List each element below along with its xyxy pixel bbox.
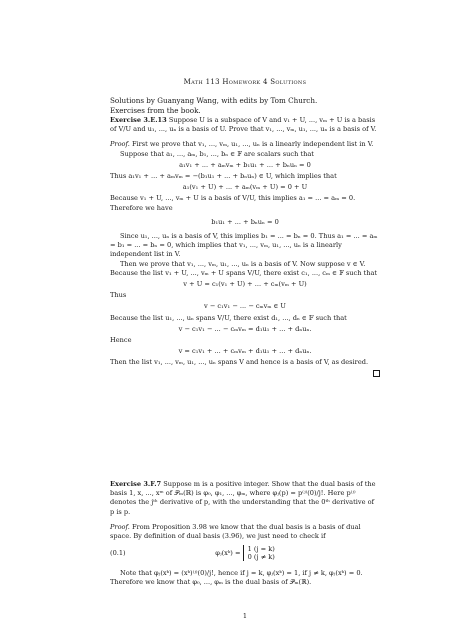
exercise-3f7-text: Suppose m is a positive integer. Show that the dual basis of the basis 1, x, ..., xᵐ of 𝒫ₘ(ℝ) is φ₀, φ₁, ..., φₘ, where φⱼ(p) = p⁽ʲ⁾(0)/j!. Here p⁽ʲ⁾ denotes the jᵗʰ derivative of p, with the understanding that the 0ᵗʰ derivative of p is p. (110, 480, 376, 516)
intro-line-1: Solutions by Guanyang Wang, with edits by Tom Church. (110, 96, 318, 105)
equation: v − c₁v₁ − ... − cₘvₘ = d₁u₁ + ... + dₙuₙ. (178, 324, 312, 333)
proof-closing (110, 358, 380, 367)
exercise-3f7 (110, 480, 380, 588)
equation: a₁v₁ + ... + aₘvₘ + b₁u₁ + ... + bₙuₙ = 0 (179, 160, 311, 169)
qed-icon (373, 370, 380, 377)
proof-paragraph: Thus a₁v₁ + ... + aₘvₘ = −(b₁u₁ + ... + bₙuₙ) ∈ U, which implies that (110, 172, 337, 181)
proof-paragraph: Suppose that a₁, ..., aₘ, b₁, ..., bₙ ∈ 𝔽 are scalars such that (120, 149, 314, 158)
qed-row (110, 368, 380, 376)
case-1: 1 (j = k) (247, 545, 275, 554)
proof-paragraph: Then the list v₁, ..., vₘ, u₁, ..., uₙ spans V and hence is a basis of V, as desired. (110, 358, 369, 367)
exercise-3e13-proof (110, 140, 380, 149)
cases-brace (243, 545, 275, 561)
page-number: 1 (242, 612, 248, 620)
proof-paragraph: First we prove that v₁, ..., vₘ, u₁, ..., uₙ is a linearly independent list in V. (129, 140, 374, 149)
intro (110, 96, 380, 115)
proof-label: Proof. (110, 140, 130, 149)
exercise-3e13 (110, 116, 380, 377)
proof-paragraph: Note that φⱼ(xᵏ) = (xᵏ)⁽ʲ⁾(0)/j!, hence if j = k, φⱼ(xᵏ) = 1, if j ≠ k, φⱼ(xᵏ) = 0. Therefore we know that φ₀, ..., φₘ is the dual basis of 𝒫ₘ(ℝ). (110, 569, 363, 587)
equation: v − c₁v₁ − ... − cₘvₘ ∈ U (203, 302, 286, 311)
exercise-3e13-statement (110, 116, 380, 134)
exercise-3e13-label: Exercise 3.E.13 (110, 116, 167, 124)
exercise-3f7-statement (110, 480, 380, 517)
numbered-equation (110, 545, 380, 565)
exercise-3e13-text: Suppose U is a subspace of V and v₁ + U, ..., vₘ + U is a basis of V/U and u₁, ..., uₙ is a basis of U. Prove that v₁, ..., vₘ, u₁, ..., uₙ is a basis of V. (110, 116, 377, 134)
equation-number: (0.1) (110, 549, 126, 558)
equation: b₁u₁ + ... + bₙuₙ = 0 (211, 217, 279, 226)
equation: a₁(v₁ + U) + ... + aₘ(vₘ + U) = 0 + U (182, 183, 308, 192)
exercise-3f7-proof (110, 523, 380, 541)
proof-paragraph: Hence (110, 336, 132, 345)
case-2: 0 (j ≠ k) (247, 553, 275, 562)
page-header: Math 113 Homework 4 Solutions (183, 78, 307, 86)
equation-lhs: φⱼ(xᵏ) = (215, 549, 241, 558)
proof-paragraph: Because v₁ + U, ..., vₘ + U is a basis of V/U, this implies a₁ = ... = aₘ = 0. Therefore we have (110, 194, 356, 212)
proof-label: Proof. (110, 522, 130, 531)
proof-paragraph: Since u₁, ..., uₙ is a basis of V, this implies b₁ = ... = bₙ = 0. Thus a₁ = ... = aₘ = b₁ = ... = bₙ = 0, which implies that v₁, ..., vₘ, u₁, ..., uₙ is a linearly independent list in V. (110, 232, 378, 259)
intro-line-2: Exercises from the book. (110, 105, 201, 115)
exercise-3f7-label: Exercise 3.F.7 (110, 480, 162, 488)
proof-paragraph: Then we prove that v₁, ..., vₘ, u₁, ..., uₙ is a basis of V. Now suppose v ∈ V. Because the list v₁ + U, ..., vₘ + U spans V/U, there exist c₁, ..., cₘ ∈ 𝔽 such that (110, 259, 378, 277)
proof-paragraph: Thus (110, 291, 127, 300)
equation: v = c₁v₁ + ... + cₘvₘ + d₁u₁ + ... + dₙuₙ. (178, 347, 312, 356)
equation: v + U = c₁(v₁ + U) + ... + cₘ(vₘ + U) (183, 280, 307, 289)
proof-paragraph: Because the list u₁, ..., uₙ spans V/U, there exist d₁, ..., dₙ ∈ 𝔽 such that (110, 313, 347, 322)
proof-paragraph: From Proposition 3.98 we know that the dual basis is a basis of dual space. By definition of dual basis (3.96), we just need to check if (110, 522, 361, 541)
